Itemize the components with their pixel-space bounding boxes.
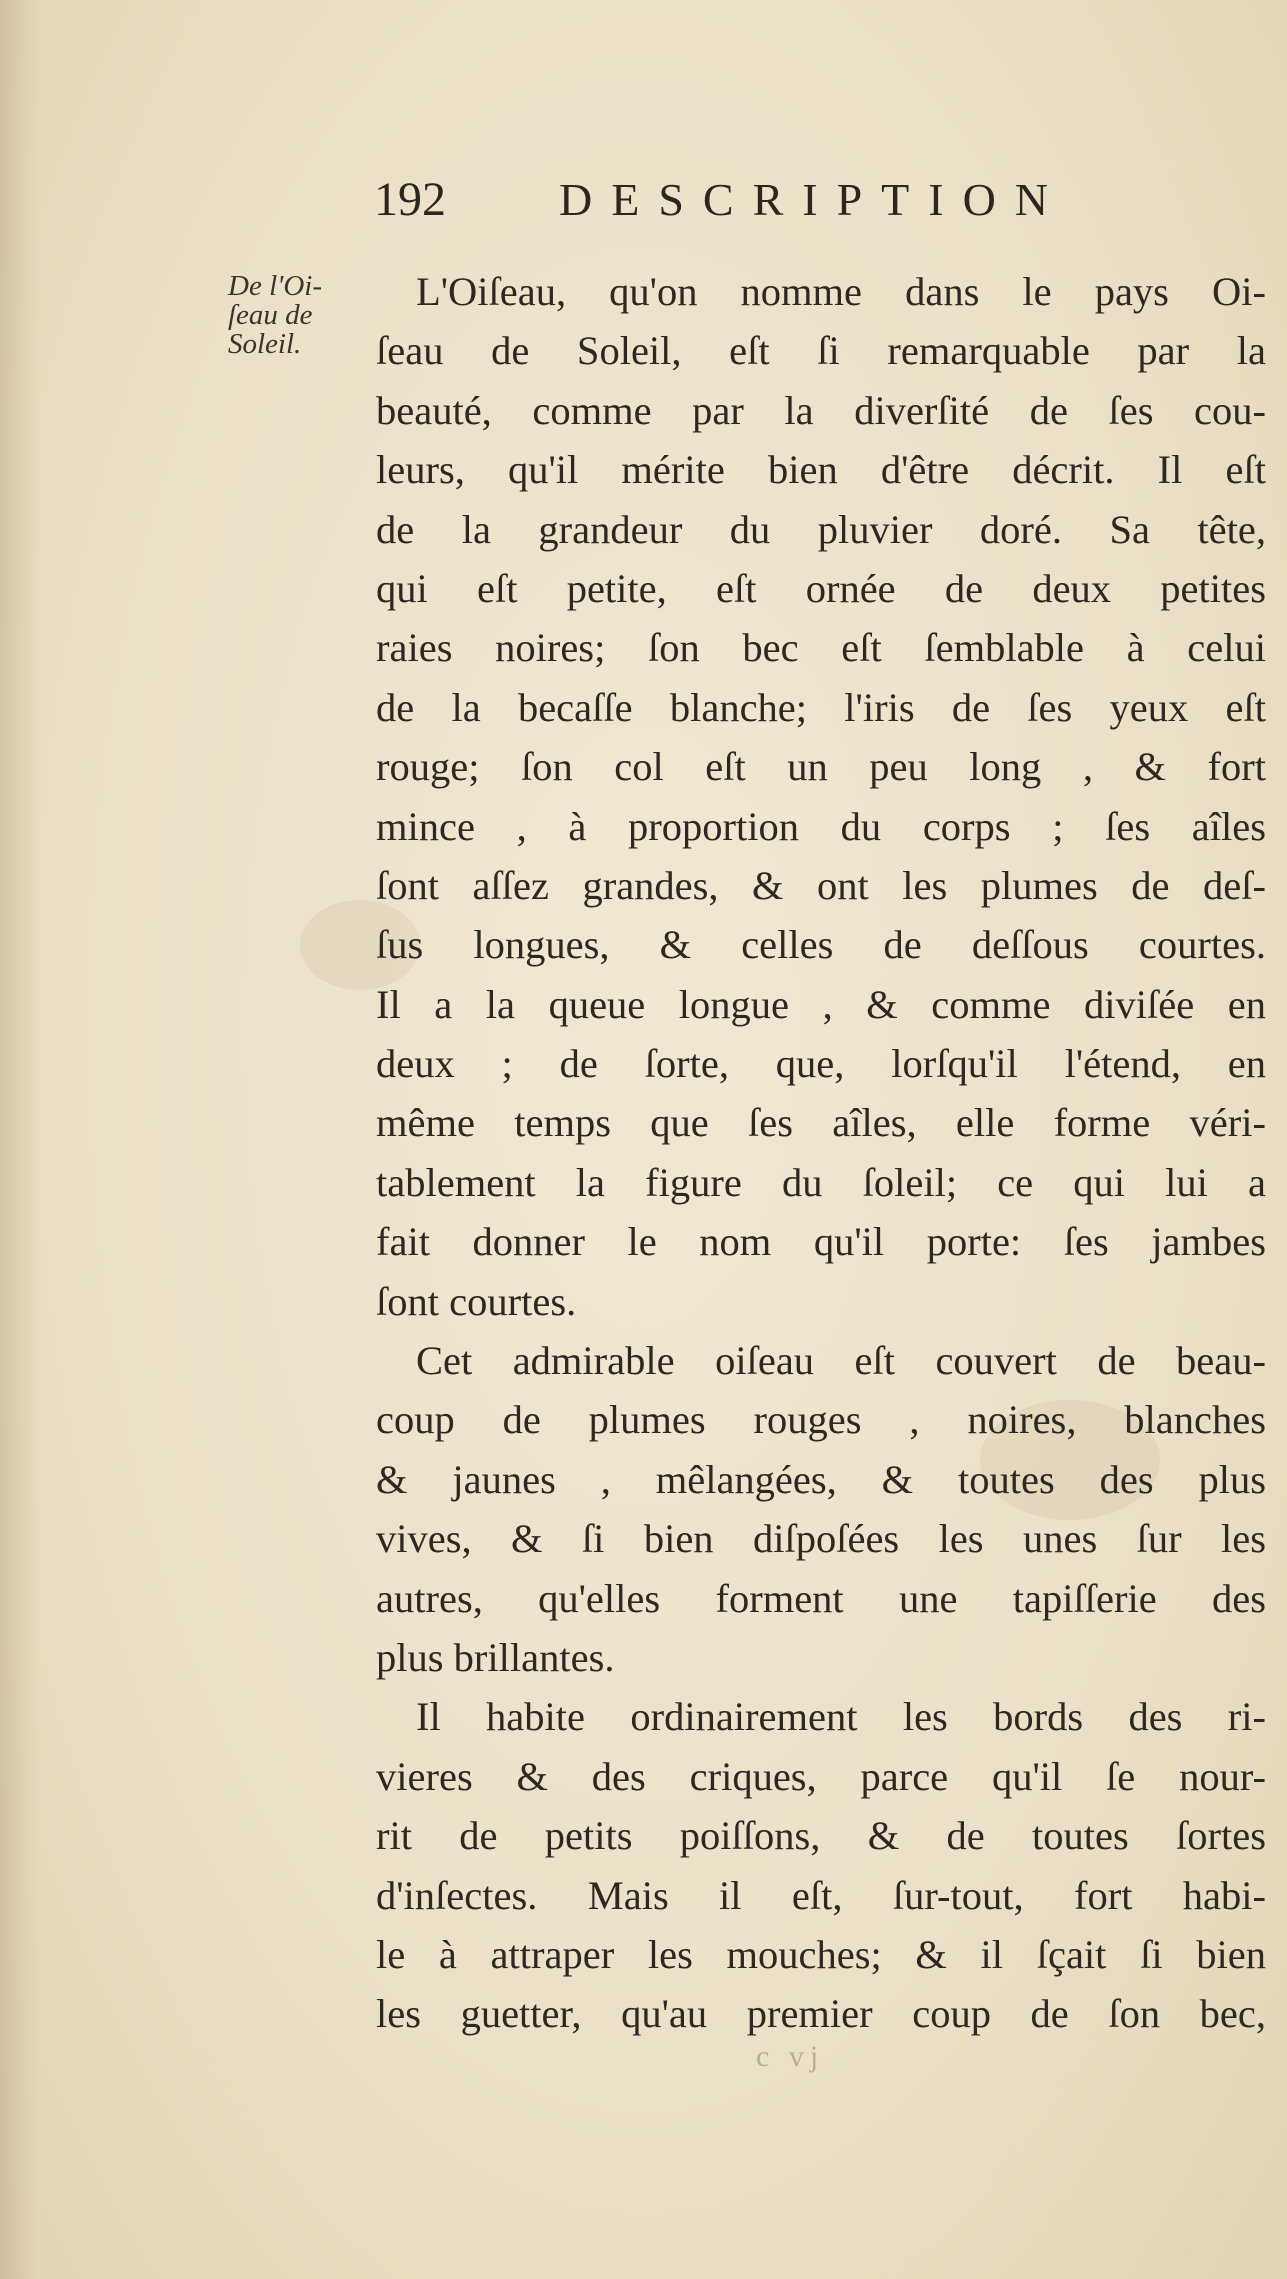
text-line: L'Oiſeau, qu'on nomme dans le pays Oi- — [416, 269, 1266, 314]
body-text — [376, 262, 1266, 2044]
text-line: tablement la figure du ſoleil; ce qui lui a — [376, 1159, 1266, 1205]
margin-note-line: Soleil. — [228, 328, 302, 360]
signature-mark: c vj — [756, 2040, 825, 2073]
text-line: Cet admirable oiſeau eſt couvert de beau- — [416, 1338, 1266, 1384]
margin-note — [228, 272, 358, 359]
page-header — [374, 170, 1154, 230]
text-line: Il a la queue longue , & comme diviſée en — [376, 981, 1266, 1027]
running-head: DESCRIPTION — [559, 174, 1068, 225]
text-line: les guetter, qu'au premier coup de ſon bec, — [376, 1991, 1266, 2037]
text-line: le à attraper les mouches; & il ſçait ſi bien — [376, 1931, 1266, 1977]
text-line: ſont courtes. — [376, 1278, 577, 1324]
text-line: vives, & ſi bien diſpoſées les unes ſur les — [376, 1516, 1266, 1562]
text-line: ſus longues, & celles de deſſous courtes. — [376, 922, 1266, 968]
text-line: qui eſt petite, eſt ornée de deux petites — [376, 565, 1266, 611]
text-line: autres, qu'elles forment une tapiſſerie des — [376, 1575, 1266, 1621]
text-line: rouge; ſon col eſt un peu long , & fort — [376, 744, 1266, 790]
text-line: raies noires; ſon bec eſt ſemblable à celui — [376, 625, 1266, 671]
text-line: d'inſectes. Mais il eſt, ſur-tout, fort habi- — [376, 1872, 1266, 1918]
text-line: & jaunes , mêlangées, & toutes des plus — [376, 1456, 1266, 1502]
text-line: deux ; de ſorte, que, lorſqu'il l'étend, en — [376, 1041, 1266, 1087]
text-line: ſeau de Soleil, eſt ſi remarquable par la — [376, 328, 1266, 374]
text-line: Il habite ordinairement les bords des ri- — [416, 1694, 1266, 1740]
text-line: coup de plumes rouges , noires, blanches — [376, 1397, 1266, 1443]
text-line: de la becaſſe blanche; l'iris de ſes yeux eſt — [376, 684, 1266, 730]
page-number: 192 — [374, 173, 446, 226]
text-line: ſont aſſez grandes, & ont les plumes de deſ- — [376, 862, 1266, 908]
text-line: de la grandeur du pluvier doré. Sa tête, — [376, 506, 1266, 552]
text-line: beauté, comme par la diverſité de ſes cou- — [376, 387, 1266, 433]
text-line: vieres & des criques, parce qu'il ſe nour- — [376, 1753, 1266, 1799]
text-line: rit de petits poiſſons, & de toutes ſortes — [376, 1813, 1266, 1859]
margin-note-line: De l'Oi- — [228, 270, 322, 302]
text-line: leurs, qu'il mérite bien d'être décrit. Il eſt — [376, 447, 1266, 493]
margin-note-line: ſeau de — [228, 299, 313, 331]
text-line: mince , à proportion du corps ; ſes aîles — [376, 803, 1266, 849]
text-line: même temps que ſes aîles, elle forme véri- — [376, 1100, 1266, 1146]
text-line: fait donner le nom qu'il porte: ſes jambes — [376, 1219, 1266, 1265]
text-line: plus brillantes. — [376, 1634, 615, 1680]
